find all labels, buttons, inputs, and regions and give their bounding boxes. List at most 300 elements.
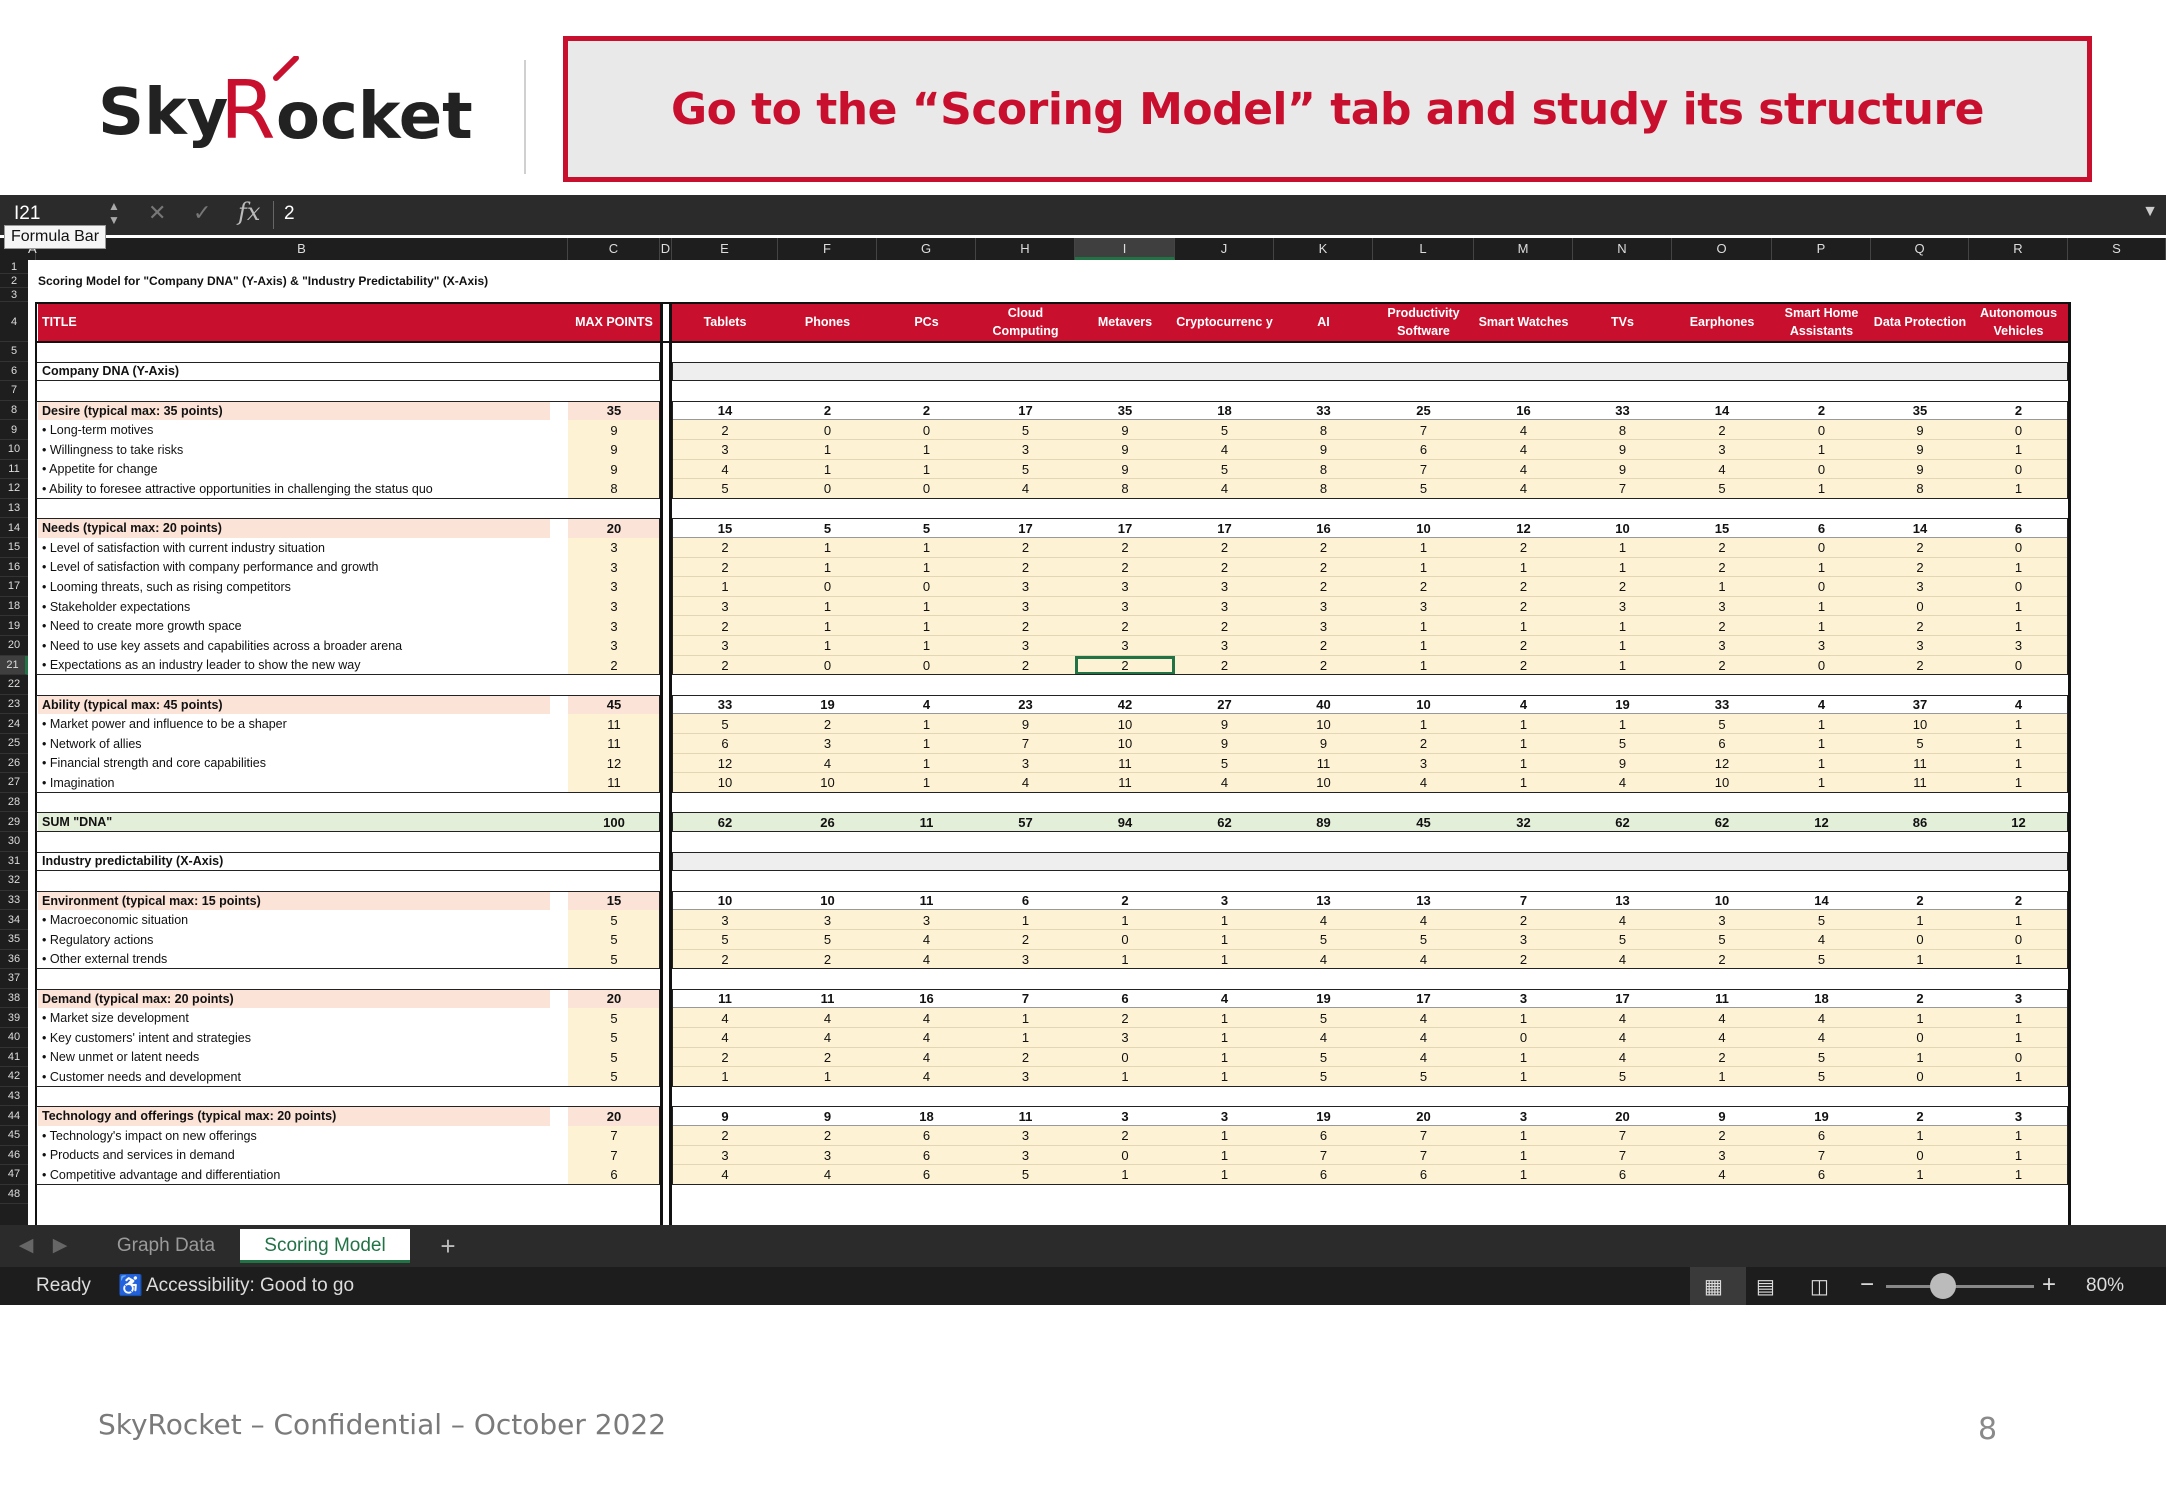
score-k-row-19[interactable]: 3 — [1274, 616, 1373, 636]
score-f-row-39[interactable]: 4 — [778, 1008, 877, 1028]
score-o-row-27[interactable]: 10 — [1672, 773, 1772, 793]
score-f-row-26[interactable]: 4 — [778, 754, 877, 774]
score-n-row-16[interactable]: 1 — [1573, 558, 1672, 578]
score-e-row-34[interactable]: 3 — [672, 910, 778, 930]
header-industry-4[interactable]: Cloud Computing — [976, 302, 1075, 342]
score-g-row-16[interactable]: 1 — [877, 558, 976, 578]
max-points-row-21[interactable]: 2 — [568, 656, 660, 676]
score-m-row-42[interactable]: 1 — [1474, 1067, 1573, 1087]
score-g-row-12[interactable]: 0 — [877, 479, 976, 499]
column-header-o[interactable]: O — [1672, 238, 1772, 260]
row-header-44[interactable]: 44 — [0, 1106, 28, 1126]
score-h-row-21[interactable]: 2 — [976, 656, 1075, 676]
score-o-row-34[interactable]: 3 — [1672, 910, 1772, 930]
score-j-row-46[interactable]: 1 — [1175, 1146, 1274, 1166]
score-m-row-46[interactable]: 1 — [1474, 1146, 1573, 1166]
score-e-row-41[interactable]: 2 — [672, 1048, 778, 1068]
max-points-row-44[interactable]: 20 — [568, 1106, 660, 1126]
score-r-row-46[interactable]: 1 — [1969, 1146, 2068, 1166]
score-m-row-11[interactable]: 4 — [1474, 460, 1573, 480]
max-points-row-36[interactable]: 5 — [568, 950, 660, 970]
score-o-row-38[interactable]: 11 — [1715, 991, 1729, 1007]
score-o-row-23[interactable]: 33 — [1714, 697, 1730, 713]
score-i-row-21[interactable]: 2 — [1075, 656, 1175, 676]
sub-label-row-27[interactable]: • Imagination — [42, 775, 115, 790]
sub-label-row-12[interactable]: • Ability to foresee attractive opportunities in challenging the status quo — [42, 481, 433, 496]
name-box[interactable]: I21 — [14, 203, 41, 224]
score-q-row-10[interactable]: 9 — [1871, 440, 1969, 460]
score-r-row-38[interactable]: 3 — [2014, 991, 2023, 1007]
score-n-row-39[interactable]: 4 — [1573, 1008, 1672, 1028]
score-g-row-41[interactable]: 4 — [877, 1048, 976, 1068]
score-e-row-23[interactable]: 33 — [717, 697, 733, 713]
score-l-row-24[interactable]: 1 — [1373, 714, 1474, 734]
row-header-22[interactable]: 22 — [0, 675, 28, 695]
sheet-title[interactable]: Scoring Model for "Company DNA" (Y-Axis) & "Industry Predictability" (X-Axis) — [38, 274, 489, 288]
score-l-row-10[interactable]: 6 — [1373, 440, 1474, 460]
score-h-row-41[interactable]: 2 — [976, 1048, 1075, 1068]
score-m-row-47[interactable]: 1 — [1474, 1165, 1573, 1185]
score-i-row-24[interactable]: 10 — [1075, 714, 1175, 734]
score-l-row-15[interactable]: 1 — [1373, 538, 1474, 558]
score-k-row-10[interactable]: 9 — [1274, 440, 1373, 460]
score-f-row-33[interactable]: 10 — [820, 893, 835, 909]
score-f-row-24[interactable]: 2 — [778, 714, 877, 734]
score-n-row-44[interactable]: 20 — [1615, 1108, 1630, 1124]
score-p-row-14[interactable]: 6 — [1817, 520, 1826, 536]
score-o-row-10[interactable]: 3 — [1672, 440, 1772, 460]
score-q-row-47[interactable]: 1 — [1871, 1165, 1969, 1185]
score-k-row-15[interactable]: 2 — [1274, 538, 1373, 558]
row-header-25[interactable]: 25 — [0, 734, 28, 754]
sub-label-row-41[interactable]: • New unmet or latent needs — [42, 1050, 200, 1065]
score-r-row-29[interactable]: 12 — [1969, 812, 2068, 832]
score-f-row-46[interactable]: 3 — [778, 1146, 877, 1166]
score-h-row-20[interactable]: 3 — [976, 636, 1075, 656]
score-q-row-39[interactable]: 1 — [1871, 1008, 1969, 1028]
score-n-row-18[interactable]: 3 — [1573, 597, 1672, 617]
score-n-row-35[interactable]: 5 — [1573, 930, 1672, 950]
score-h-row-38[interactable]: 7 — [1021, 991, 1030, 1007]
column-header-e[interactable]: E — [672, 238, 778, 260]
score-n-row-41[interactable]: 4 — [1573, 1048, 1672, 1068]
score-m-row-38[interactable]: 3 — [1519, 991, 1528, 1007]
score-l-row-21[interactable]: 1 — [1373, 656, 1474, 676]
max-points-row-17[interactable]: 3 — [568, 577, 660, 597]
row-header-16[interactable]: 16 — [0, 558, 28, 578]
score-k-row-16[interactable]: 2 — [1274, 558, 1373, 578]
score-n-row-47[interactable]: 6 — [1573, 1165, 1672, 1185]
score-j-row-20[interactable]: 3 — [1175, 636, 1274, 656]
score-j-row-15[interactable]: 2 — [1175, 538, 1274, 558]
score-f-row-38[interactable]: 11 — [820, 991, 835, 1007]
max-points-row-39[interactable]: 5 — [568, 1008, 660, 1028]
max-points-row-9[interactable]: 9 — [568, 420, 660, 440]
row-header-1[interactable]: 1 — [0, 260, 28, 274]
score-m-row-40[interactable]: 0 — [1474, 1028, 1573, 1048]
header-industry-10[interactable]: TVs — [1573, 302, 1672, 342]
score-e-row-45[interactable]: 2 — [672, 1126, 778, 1146]
sub-label-row-20[interactable]: • Need to use key assets and capabilities across a broader arena — [42, 638, 403, 653]
sub-label-row-47[interactable]: • Competitive advantage and differentiation — [42, 1167, 281, 1182]
row-header-14[interactable]: 14 — [0, 518, 28, 538]
score-p-row-26[interactable]: 1 — [1772, 754, 1871, 774]
score-k-row-35[interactable]: 5 — [1274, 930, 1373, 950]
column-header-h[interactable]: H — [976, 238, 1075, 260]
score-j-row-29[interactable]: 62 — [1175, 812, 1274, 832]
score-h-row-15[interactable]: 2 — [976, 538, 1075, 558]
score-e-row-20[interactable]: 3 — [672, 636, 778, 656]
score-m-row-41[interactable]: 1 — [1474, 1048, 1573, 1068]
score-k-row-34[interactable]: 4 — [1274, 910, 1373, 930]
score-f-row-9[interactable]: 0 — [778, 420, 877, 440]
max-points-row-8[interactable]: 35 — [568, 401, 660, 421]
score-o-row-42[interactable]: 1 — [1672, 1067, 1772, 1087]
max-points-row-27[interactable]: 11 — [568, 773, 660, 793]
score-f-row-16[interactable]: 1 — [778, 558, 877, 578]
row-header-17[interactable]: 17 — [0, 577, 28, 597]
score-g-row-47[interactable]: 6 — [877, 1165, 976, 1185]
score-m-row-16[interactable]: 1 — [1474, 558, 1573, 578]
score-g-row-33[interactable]: 11 — [919, 893, 934, 909]
score-j-row-14[interactable]: 17 — [1217, 520, 1232, 536]
score-g-row-25[interactable]: 1 — [877, 734, 976, 754]
score-o-row-19[interactable]: 2 — [1672, 616, 1772, 636]
score-i-row-12[interactable]: 8 — [1075, 479, 1175, 499]
score-p-row-27[interactable]: 1 — [1772, 773, 1871, 793]
score-g-row-42[interactable]: 4 — [877, 1067, 976, 1087]
header-title[interactable]: TITLE — [38, 302, 568, 342]
row-header-9[interactable]: 9 — [0, 420, 28, 440]
score-g-row-34[interactable]: 3 — [877, 910, 976, 930]
score-e-row-14[interactable]: 15 — [717, 520, 733, 536]
score-r-row-42[interactable]: 1 — [1969, 1067, 2068, 1087]
score-l-row-18[interactable]: 3 — [1373, 597, 1474, 617]
score-g-row-9[interactable]: 0 — [877, 420, 976, 440]
sub-label-row-10[interactable]: • Willingness to take risks — [42, 442, 184, 457]
name-box-arrows-icon[interactable]: ▲ ▼ — [108, 199, 120, 227]
column-header-j[interactable]: J — [1175, 238, 1274, 260]
score-q-row-17[interactable]: 3 — [1871, 577, 1969, 597]
row-header-23[interactable]: 23 — [0, 695, 28, 715]
score-n-row-10[interactable]: 9 — [1573, 440, 1672, 460]
formula-input[interactable]: 2 — [284, 203, 295, 224]
score-k-row-45[interactable]: 6 — [1274, 1126, 1373, 1146]
score-m-row-18[interactable]: 2 — [1474, 597, 1573, 617]
score-k-row-27[interactable]: 10 — [1274, 773, 1373, 793]
score-k-row-44[interactable]: 19 — [1316, 1108, 1331, 1124]
prev-sheet-icon[interactable]: ◀ — [18, 1235, 34, 1256]
score-j-row-16[interactable]: 2 — [1175, 558, 1274, 578]
score-h-row-17[interactable]: 3 — [976, 577, 1075, 597]
score-k-row-36[interactable]: 4 — [1274, 950, 1373, 970]
column-header-l[interactable]: L — [1373, 238, 1474, 260]
score-l-row-25[interactable]: 2 — [1373, 734, 1474, 754]
score-i-row-47[interactable]: 1 — [1075, 1165, 1175, 1185]
score-n-row-29[interactable]: 62 — [1573, 812, 1672, 832]
column-header-p[interactable]: P — [1772, 238, 1871, 260]
score-k-row-17[interactable]: 2 — [1274, 577, 1373, 597]
tab-scoring-model[interactable]: Scoring Model — [240, 1229, 410, 1263]
max-points-row-35[interactable]: 5 — [568, 930, 660, 950]
score-f-row-27[interactable]: 10 — [778, 773, 877, 793]
sum-label-row-29[interactable]: SUM "DNA" — [38, 812, 660, 832]
row-header-7[interactable]: 7 — [0, 381, 28, 401]
score-e-row-18[interactable]: 3 — [672, 597, 778, 617]
row-header-15[interactable]: 15 — [0, 538, 28, 558]
score-h-row-19[interactable]: 2 — [976, 616, 1075, 636]
score-i-row-19[interactable]: 2 — [1075, 616, 1175, 636]
score-g-row-23[interactable]: 4 — [922, 697, 931, 713]
score-g-row-27[interactable]: 1 — [877, 773, 976, 793]
score-k-row-18[interactable]: 3 — [1274, 597, 1373, 617]
score-l-row-12[interactable]: 5 — [1373, 479, 1474, 499]
score-g-row-45[interactable]: 6 — [877, 1126, 976, 1146]
score-g-row-17[interactable]: 0 — [877, 577, 976, 597]
score-m-row-45[interactable]: 1 — [1474, 1126, 1573, 1146]
cat-label-row-44[interactable]: Technology and offerings (typical max: 20 points) — [38, 1106, 550, 1126]
score-q-row-26[interactable]: 11 — [1871, 754, 1969, 774]
score-n-row-19[interactable]: 1 — [1573, 616, 1672, 636]
score-l-row-36[interactable]: 4 — [1373, 950, 1474, 970]
header-industry-14[interactable]: Autonomous Vehicles — [1969, 302, 2068, 342]
score-l-row-19[interactable]: 1 — [1373, 616, 1474, 636]
score-r-row-23[interactable]: 4 — [2014, 697, 2023, 713]
score-q-row-46[interactable]: 0 — [1871, 1146, 1969, 1166]
score-l-row-16[interactable]: 1 — [1373, 558, 1474, 578]
score-r-row-10[interactable]: 1 — [1969, 440, 2068, 460]
score-q-row-40[interactable]: 0 — [1871, 1028, 1969, 1048]
score-l-row-47[interactable]: 6 — [1373, 1165, 1474, 1185]
column-header-b[interactable]: B — [36, 238, 568, 260]
score-j-row-40[interactable]: 1 — [1175, 1028, 1274, 1048]
score-i-row-25[interactable]: 10 — [1075, 734, 1175, 754]
score-r-row-45[interactable]: 1 — [1969, 1126, 2068, 1146]
score-g-row-11[interactable]: 1 — [877, 460, 976, 480]
score-p-row-45[interactable]: 6 — [1772, 1126, 1871, 1146]
score-l-row-23[interactable]: 10 — [1416, 697, 1431, 713]
column-header-i[interactable]: I — [1075, 238, 1175, 260]
score-f-row-23[interactable]: 19 — [820, 697, 835, 713]
score-j-row-12[interactable]: 4 — [1175, 479, 1274, 499]
score-n-row-26[interactable]: 9 — [1573, 754, 1672, 774]
row-header-46[interactable]: 46 — [0, 1146, 28, 1166]
score-h-row-23[interactable]: 23 — [1018, 697, 1033, 713]
score-h-row-47[interactable]: 5 — [976, 1165, 1075, 1185]
score-m-row-26[interactable]: 1 — [1474, 754, 1573, 774]
row-header-8[interactable]: 8 — [0, 401, 28, 421]
score-e-row-15[interactable]: 2 — [672, 538, 778, 558]
score-o-row-24[interactable]: 5 — [1672, 714, 1772, 734]
confirm-entry-icon[interactable]: ✓ — [193, 200, 212, 225]
score-m-row-15[interactable]: 2 — [1474, 538, 1573, 558]
score-l-row-14[interactable]: 10 — [1416, 520, 1431, 536]
score-k-row-12[interactable]: 8 — [1274, 479, 1373, 499]
score-p-row-29[interactable]: 12 — [1772, 812, 1871, 832]
header-industry-6[interactable]: Cryptocurrenc y — [1175, 302, 1274, 342]
score-m-row-10[interactable]: 4 — [1474, 440, 1573, 460]
score-r-row-18[interactable]: 1 — [1969, 597, 2068, 617]
score-q-row-14[interactable]: 14 — [1912, 520, 1928, 536]
score-p-row-16[interactable]: 1 — [1772, 558, 1871, 578]
max-points-row-34[interactable]: 5 — [568, 910, 660, 930]
score-i-row-9[interactable]: 9 — [1075, 420, 1175, 440]
row-header-31[interactable]: 31 — [0, 852, 28, 872]
insert-function-icon[interactable]: fx — [238, 198, 261, 226]
score-i-row-14[interactable]: 17 — [1117, 520, 1133, 536]
score-g-row-18[interactable]: 1 — [877, 597, 976, 617]
score-h-row-11[interactable]: 5 — [976, 460, 1075, 480]
score-o-row-41[interactable]: 2 — [1672, 1048, 1772, 1068]
score-r-row-40[interactable]: 1 — [1969, 1028, 2068, 1048]
score-p-row-34[interactable]: 5 — [1772, 910, 1871, 930]
sub-label-row-16[interactable]: • Level of satisfaction with company performance and growth — [42, 560, 379, 575]
score-o-row-14[interactable]: 15 — [1714, 520, 1730, 536]
score-f-row-17[interactable]: 0 — [778, 577, 877, 597]
score-m-row-33[interactable]: 7 — [1519, 893, 1528, 909]
score-n-row-25[interactable]: 5 — [1573, 734, 1672, 754]
page-break-view-icon[interactable]: ◫ — [1810, 1276, 1829, 1298]
score-g-row-46[interactable]: 6 — [877, 1146, 976, 1166]
score-f-row-19[interactable]: 1 — [778, 616, 877, 636]
score-r-row-27[interactable]: 1 — [1969, 773, 2068, 793]
score-p-row-18[interactable]: 1 — [1772, 597, 1871, 617]
score-q-row-21[interactable]: 2 — [1871, 656, 1969, 676]
score-r-row-21[interactable]: 0 — [1969, 656, 2068, 676]
score-h-row-9[interactable]: 5 — [976, 420, 1075, 440]
score-p-row-33[interactable]: 14 — [1814, 893, 1829, 909]
score-e-row-16[interactable]: 2 — [672, 558, 778, 578]
score-k-row-33[interactable]: 13 — [1316, 893, 1331, 909]
row-header-37[interactable]: 37 — [0, 969, 28, 989]
column-header-q[interactable]: Q — [1871, 238, 1969, 260]
score-h-row-42[interactable]: 3 — [976, 1067, 1075, 1087]
score-q-row-16[interactable]: 2 — [1871, 558, 1969, 578]
score-l-row-39[interactable]: 4 — [1373, 1008, 1474, 1028]
cat-label-row-38[interactable]: Demand (typical max: 20 points) — [38, 989, 550, 1009]
row-header-13[interactable]: 13 — [0, 499, 28, 519]
score-r-row-25[interactable]: 1 — [1969, 734, 2068, 754]
score-l-row-27[interactable]: 4 — [1373, 773, 1474, 793]
score-f-row-18[interactable]: 1 — [778, 597, 877, 617]
score-q-row-20[interactable]: 3 — [1871, 636, 1969, 656]
score-f-row-11[interactable]: 1 — [778, 460, 877, 480]
score-o-row-44[interactable]: 9 — [1718, 1108, 1726, 1124]
max-points-row-12[interactable]: 8 — [568, 479, 660, 499]
score-f-row-29[interactable]: 26 — [778, 812, 877, 832]
max-points-row-20[interactable]: 3 — [568, 636, 660, 656]
score-e-row-36[interactable]: 2 — [672, 950, 778, 970]
score-r-row-35[interactable]: 0 — [1969, 930, 2068, 950]
score-i-row-8[interactable]: 35 — [1117, 403, 1133, 419]
score-l-row-9[interactable]: 7 — [1373, 420, 1474, 440]
score-k-row-21[interactable]: 2 — [1274, 656, 1373, 676]
header-industry-12[interactable]: Smart Home Assistants — [1772, 302, 1871, 342]
score-o-row-16[interactable]: 2 — [1672, 558, 1772, 578]
score-f-row-36[interactable]: 2 — [778, 950, 877, 970]
score-h-row-18[interactable]: 3 — [976, 597, 1075, 617]
score-f-row-47[interactable]: 4 — [778, 1165, 877, 1185]
score-e-row-10[interactable]: 3 — [672, 440, 778, 460]
score-n-row-45[interactable]: 7 — [1573, 1126, 1672, 1146]
score-e-row-47[interactable]: 4 — [672, 1165, 778, 1185]
row-header-2[interactable]: 2 — [0, 274, 28, 288]
score-p-row-21[interactable]: 0 — [1772, 656, 1871, 676]
score-f-row-20[interactable]: 1 — [778, 636, 877, 656]
row-header-18[interactable]: 18 — [0, 597, 28, 617]
score-r-row-39[interactable]: 1 — [1969, 1008, 2068, 1028]
max-points-row-26[interactable]: 12 — [568, 754, 660, 774]
score-o-row-9[interactable]: 2 — [1672, 420, 1772, 440]
score-f-row-25[interactable]: 3 — [778, 734, 877, 754]
score-m-row-29[interactable]: 32 — [1474, 812, 1573, 832]
score-o-row-33[interactable]: 10 — [1714, 893, 1730, 909]
score-j-row-26[interactable]: 5 — [1175, 754, 1274, 774]
score-n-row-34[interactable]: 4 — [1573, 910, 1672, 930]
score-r-row-41[interactable]: 0 — [1969, 1048, 2068, 1068]
score-j-row-19[interactable]: 2 — [1175, 616, 1274, 636]
sub-label-row-46[interactable]: • Products and services in demand — [42, 1148, 235, 1163]
score-o-row-25[interactable]: 6 — [1672, 734, 1772, 754]
max-points-row-40[interactable]: 5 — [568, 1028, 660, 1048]
row-header-36[interactable]: 36 — [0, 950, 28, 970]
score-g-row-38[interactable]: 16 — [919, 991, 934, 1007]
sub-label-row-17[interactable]: • Looming threats, such as rising competitors — [42, 579, 291, 594]
score-p-row-41[interactable]: 5 — [1772, 1048, 1871, 1068]
score-l-row-38[interactable]: 17 — [1416, 991, 1431, 1007]
score-q-row-42[interactable]: 0 — [1871, 1067, 1969, 1087]
score-n-row-38[interactable]: 17 — [1615, 991, 1630, 1007]
score-f-row-12[interactable]: 0 — [778, 479, 877, 499]
score-g-row-44[interactable]: 18 — [919, 1108, 934, 1124]
score-l-row-35[interactable]: 5 — [1373, 930, 1474, 950]
score-p-row-23[interactable]: 4 — [1817, 697, 1826, 713]
score-j-row-33[interactable]: 3 — [1220, 893, 1229, 909]
accessibility-icon[interactable]: ♿ — [118, 1275, 143, 1297]
score-k-row-40[interactable]: 4 — [1274, 1028, 1373, 1048]
score-m-row-24[interactable]: 1 — [1474, 714, 1573, 734]
score-n-row-8[interactable]: 33 — [1615, 403, 1630, 419]
score-q-row-27[interactable]: 11 — [1871, 773, 1969, 793]
max-points-row-24[interactable]: 11 — [568, 714, 660, 734]
worksheet-grid[interactable] — [28, 260, 2166, 1225]
score-k-row-20[interactable]: 2 — [1274, 636, 1373, 656]
row-header-27[interactable]: 27 — [0, 773, 28, 793]
score-o-row-35[interactable]: 5 — [1672, 930, 1772, 950]
score-p-row-24[interactable]: 1 — [1772, 714, 1871, 734]
score-r-row-12[interactable]: 1 — [1969, 479, 2068, 499]
score-p-row-36[interactable]: 5 — [1772, 950, 1871, 970]
score-j-row-35[interactable]: 1 — [1175, 930, 1274, 950]
row-header-26[interactable]: 26 — [0, 754, 28, 774]
score-k-row-24[interactable]: 10 — [1274, 714, 1373, 734]
sub-label-row-42[interactable]: • Customer needs and development — [42, 1069, 241, 1084]
score-o-row-26[interactable]: 12 — [1672, 754, 1772, 774]
score-j-row-17[interactable]: 3 — [1175, 577, 1274, 597]
score-q-row-19[interactable]: 2 — [1871, 616, 1969, 636]
score-p-row-42[interactable]: 5 — [1772, 1067, 1871, 1087]
max-points-row-25[interactable]: 11 — [568, 734, 660, 754]
max-points-row-11[interactable]: 9 — [568, 460, 660, 480]
score-i-row-35[interactable]: 0 — [1075, 930, 1175, 950]
score-q-row-41[interactable]: 1 — [1871, 1048, 1969, 1068]
score-i-row-40[interactable]: 3 — [1075, 1028, 1175, 1048]
score-j-row-25[interactable]: 9 — [1175, 734, 1274, 754]
score-q-row-29[interactable]: 86 — [1871, 812, 1969, 832]
score-k-row-25[interactable]: 9 — [1274, 734, 1373, 754]
score-i-row-29[interactable]: 94 — [1075, 812, 1175, 832]
row-header-35[interactable]: 35 — [0, 930, 28, 950]
